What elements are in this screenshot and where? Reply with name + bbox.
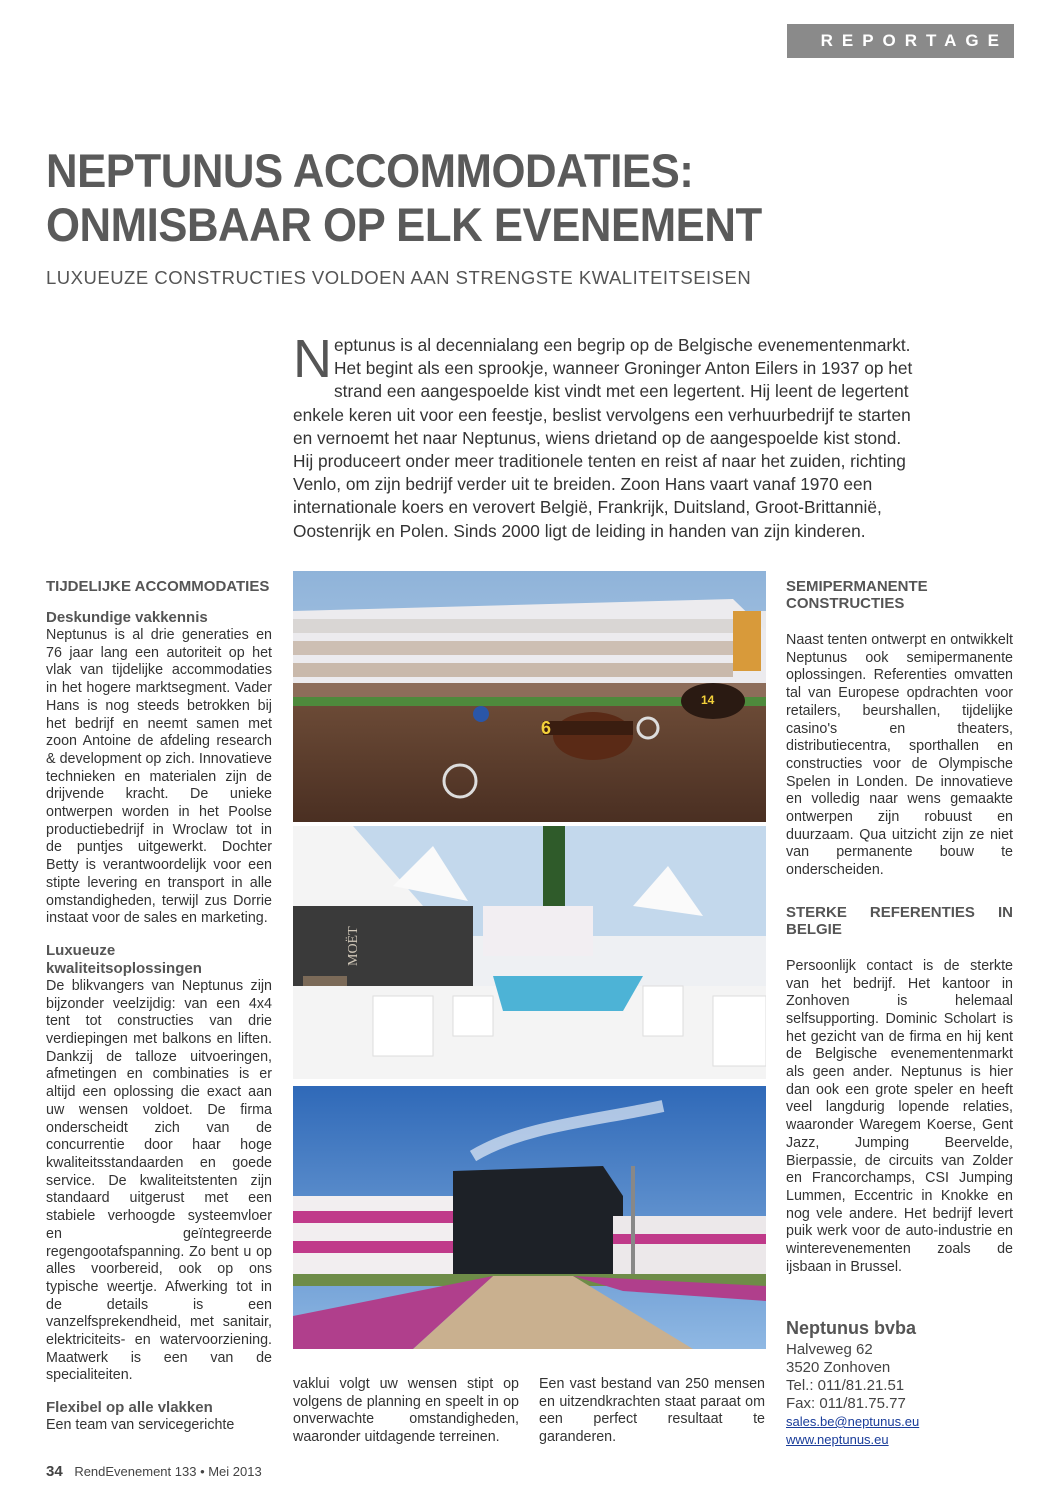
paragraph: Persoonlijk contact is de sterkte van het bedrijf. Het kantoor in Zonhoven is helemaal selfsupporting. Dominic Scholart is het gezicht van de firma en hij kent de Belgische evenementenmarkt als geen ander. Neptunus is hier dan ook een grote speler en heeft veel langdurig lopende relaties, waaronder Waregem Koerse, Gent Jazz, Jumping Beervelde, Bierpassie, de circuits van Zolder en Francorchamps, CSI Jumping Lummen, Eccentric in Knokke en nog vele andere. Het bedrijf levert puik werk voor de auto-industrie en winterevenementen zoals de ijsbaan in Brussel.	[786, 957, 1013, 1275]
brand-sign: MOËT	[346, 926, 361, 966]
subheading-flexible: Flexibel op alle vlakken	[46, 1399, 213, 1417]
email-link[interactable]: sales.be@neptunus.eu	[786, 1414, 920, 1429]
subheading-luxury: Luxueuze kwaliteitsoplossingen	[46, 941, 202, 977]
middle-column-a	[293, 1376, 519, 1447]
race-number-2: 14	[701, 693, 715, 707]
subheading-expertise: Deskundige vakkennis	[46, 609, 208, 626]
paragraph: vaklui volgt uw wensen stipt op volgens de planning en speelt in op onverwachte omstandigheden, waaronder uitdagende terreinen.	[293, 1376, 519, 1446]
article-title	[46, 144, 957, 252]
paragraph: Naast tenten ontwerpt en ontwikkelt Neptunus ook semipermanente oplossingen. Referenties omvatten tal van Europese opdrachten voor retailers, beurshallen, tijdelijke casino's en theaters, distributiecentra, sporthallen en constructies voor de Olympische Spelen in Londen. De innovatieve en volledig naar wens gemaakte ontwerpen zijn robuust en duurzaam. Qua uitzicht zijn ze niet van permanente bouw te onderscheiden.	[786, 632, 1013, 879]
middle-column-b	[539, 1376, 765, 1447]
section-heading-temporary: TIJDELIJKE ACCOMMODATIES	[46, 578, 270, 595]
intro-text: eptunus is al decennialang een begrip op de Belgische evenementenmarkt. Het begint als een sprookje, wanneer Groninger Anton Eilers in 1937 op het strand een aangespoelde kist vindt met een legertent. Hij leent de legertent enkele keren uit voor een feestje, beslist vervolgens een verhuurbedrijf te starten en vernoemt het naar Neptunus, wiens drietand op de aangespoelde kist stond.	[293, 335, 913, 448]
postal-city: 3520 Zonhoven	[786, 1359, 891, 1376]
company-name: Neptunus bvba	[786, 1318, 917, 1338]
paragraph: Neptunus is al drie generaties en 76 jaar lang een autoriteit op het vlak van tijdelijke accommodaties in het hogere marktsegment. Vader Hans is nog steeds betrokken bij het bedrijf en neemt samen met zoon Antoine de afdeling research & development op zich. Innovatieve technieken en materialen zijn de drijvende kracht. De unieke ontwerpen worden in het Poolse productiebedrijf in Wroclaw tot in de puntjes uitgewerkt. Dochter Betty is verantwoordelijk voor een stipte levering en transport in alle omstandigheden, terwijl zus Dorrie instaat voor de sales en marketing.	[46, 627, 272, 927]
left-column	[46, 578, 272, 1435]
pavilion-image	[293, 826, 766, 1079]
section-label: REPORTAGE	[787, 24, 1014, 58]
drop-cap: N	[293, 329, 332, 389]
paragraph: De blikvangers van Neptunus zijn bijzonder veelzijdig: van een 4x4 tent tot constructies van drie verdiepingen met balkons en liften. Dankzij de talloze uitvoeringen, afmetingen en combinaties is er altijd een oplossing die exact aan uw wensen voldoet. De firma onderscheidt zich van de concurrentie door haar hoge kwaliteitsstandaarden en goede service. De kwaliteitstenten zijn standaard uitgerust met een stabiele verhoogde systeemvloer en geïntegreerde regengootafspanning. Zo bent u op alles voorbereid, ook op ons typische weertje. Afwerking tot in de details is een vanzelfsprekendheid, met sanitair, elektriciteits- en watervoorziening. Maatwerk is een van de specialiteiten.	[46, 977, 272, 1384]
street-address: Halveweg 62	[786, 1341, 873, 1358]
racetrack-image	[293, 571, 766, 822]
race-number: 6	[541, 718, 552, 738]
paragraph: Een vast bestand van 250 mensen en uitzendkrachten staat paraat om een perfect resultaat te garanderen.	[539, 1376, 765, 1446]
title-line-2: ONMISBAAR OP ELK EVENEMENT	[46, 198, 762, 251]
title-line-1: NEPTUNUS ACCOMMODATIES:	[46, 144, 694, 197]
magazine-issue: RendEvenement 133 • Mei 2013	[74, 1464, 262, 1479]
paragraph: Een team van servicegerichte	[46, 1417, 235, 1434]
photo-racetrack	[293, 571, 766, 822]
page-footer	[46, 1463, 262, 1480]
intro-text-2: Hij produceert onder meer traditionele tenten en reist af naar het zuiden, richting Venlo, om zijn bedrijf verder uit te breiden. Zoon Hans vaart vanaf 1970 een internationale koers en verovert België, Frankrijk, Duitsland, Groot-Brittannië, Oostenrijk en Polen. Sinds 2000 ligt de leiding in handen van zijn kinderen.	[293, 451, 906, 541]
photo-pavilion	[293, 826, 766, 1079]
website-link[interactable]: www.neptunus.eu	[786, 1432, 889, 1447]
intro-paragraph	[293, 329, 923, 543]
article-subtitle: LUXUEUZE CONSTRUCTIES VOLDOEN AAN STRENGSTE KWALITEITSEISEN	[46, 267, 752, 288]
phone-number: Tel.: 011/81.21.51	[786, 1377, 905, 1394]
photo-olympic-venue	[293, 1086, 766, 1349]
section-heading-references: STERKE REFERENTIES IN BELGIE	[786, 903, 1013, 938]
section-heading-semipermanent: SEMIPERMANENTE CONSTRUCTIES	[786, 578, 928, 612]
page-number: 34	[46, 1463, 63, 1480]
right-column	[786, 578, 1013, 1277]
contact-block	[786, 1318, 1013, 1449]
olympic-venue-image	[293, 1086, 766, 1349]
fax-number: Fax: 011/81.75.77	[786, 1395, 906, 1412]
